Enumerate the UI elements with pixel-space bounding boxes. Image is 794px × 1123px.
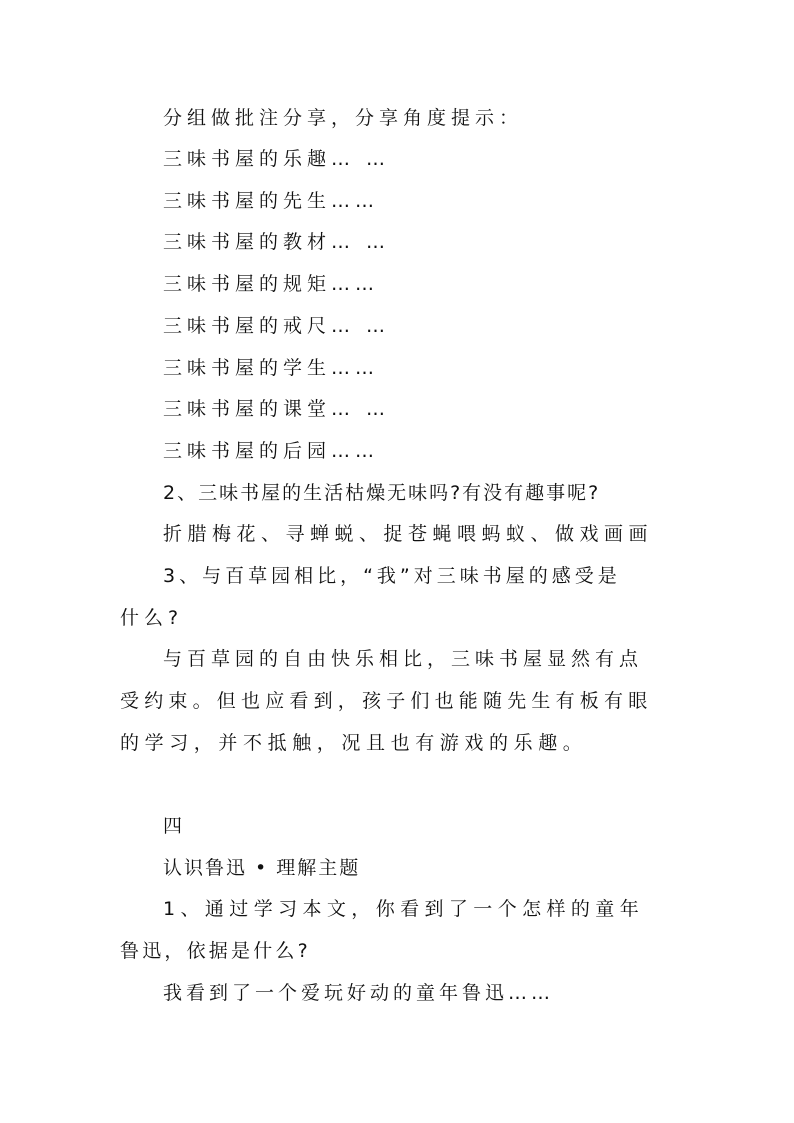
question-3-line-1: 3、与百草园相比，“我”对三味书屋的感受是	[163, 565, 621, 587]
answer-3-line-3: 的学习，并不抵触，况且也有游戏的乐趣。	[120, 732, 588, 754]
hint-item: 三味书屋的后园……	[163, 440, 380, 462]
hint-item: 三味书屋的课堂… …	[163, 398, 391, 420]
answer-2: 折腊梅花、寻蝉蜕、捉苍蝇喂蚂蚁、做戏画画	[163, 523, 654, 545]
hint-item: 三味书屋的乐趣… …	[163, 148, 391, 170]
section-title: 认识鲁迅 • 理解主题	[163, 857, 361, 879]
hint-item: 三味书屋的规矩……	[163, 273, 380, 295]
question-4-line-1: 1、通过学习本文，你看到了一个怎样的童年	[163, 898, 645, 920]
hint-item: 三味书屋的教材… …	[163, 231, 391, 253]
hint-item: 三味书屋的学生……	[163, 357, 380, 379]
hint-item: 三味书屋的戒尺… …	[163, 315, 391, 337]
answer-4: 我看到了一个爱玩好动的童年鲁迅……	[163, 982, 555, 1004]
section-number: 四	[163, 815, 188, 837]
prompt-text: 分组做批注分享，分享角度提示：	[163, 107, 524, 129]
answer-3-line-1: 与百草园的自由快乐相比，三味书屋显然有点	[163, 648, 644, 670]
question-3-line-2: 什么?	[120, 607, 184, 629]
answer-3-line-2: 受约束。但也应看到，孩子们也能随先生有板有眼	[120, 690, 653, 712]
question-4-line-2: 鲁迅，依据是什么?	[120, 940, 311, 962]
question-2: 2、三味书屋的生活枯燥无味吗?有没有趣事呢?	[163, 482, 601, 504]
hint-item: 三味书屋的先生……	[163, 190, 380, 212]
